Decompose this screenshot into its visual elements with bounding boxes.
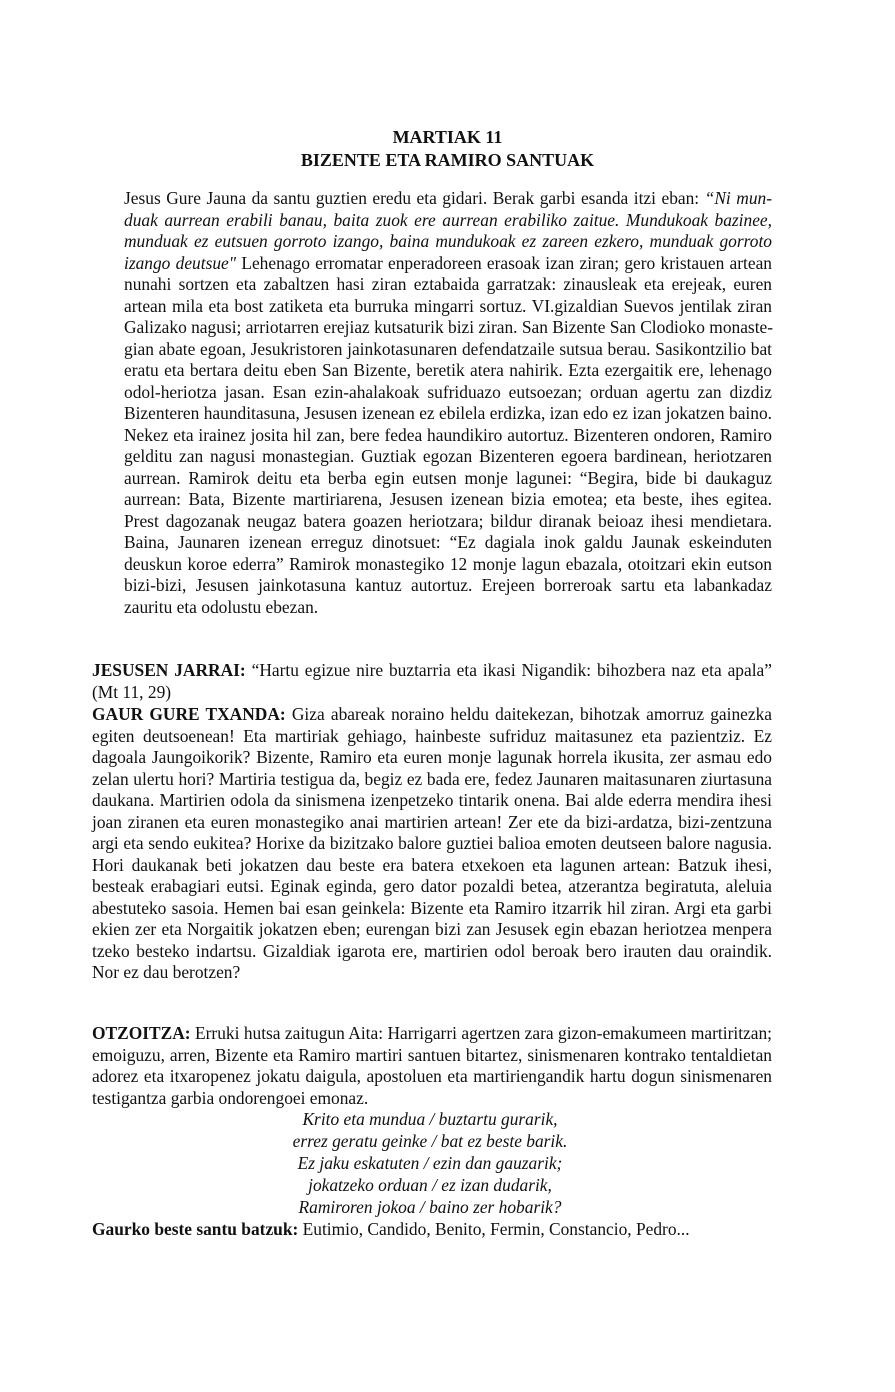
text-line: duak aurrean erabili banau, baita zuok ere aurrean erabiliko zaitue. Mundukoak bazinee, bbox=[124, 209, 772, 230]
text-line: Bizenteren haunditasuna, Jesusen izenean ez ebilela erdizka, izan edo ez izan jokatzen baino. bbox=[124, 403, 772, 423]
text-line: OTZOITZA: Erruki hutsa zaitugun Aita: Harrigarri agertzen zara gizon-emakumeen martiritzan; bbox=[92, 1023, 772, 1043]
poem-stanza bbox=[0, 1108, 860, 1218]
text-line: adorez eta itxaropenez jokatu daigula, apostoluen eta martiriengandik hartu dogun sinismenaren bbox=[92, 1066, 772, 1086]
text-line: GAUR GURE TXANDA: Giza abareak noraino heldu daitekezan, bihotzak amorruz gainezka bbox=[92, 704, 773, 724]
text-line: munduak ez eutsuen gorroto izango, baina mundukoak ez zareen ezkero, munduak gorroto bbox=[124, 231, 772, 251]
text-line: nunahi sortzen eta zabaltzen hasi ziran eztabaida garratzak: zinausleak eta erejeak, euren bbox=[124, 274, 772, 294]
text-line: Galizako nagusi; arriotarren erejiaz kutsaturik bizi ziran. San Bizente San Clodioko monaste- bbox=[124, 317, 774, 337]
poem-line: Krito eta mundua / buztartu gurarik, bbox=[302, 1109, 558, 1129]
text-line: Nekez eta irainez josita hil zan, bere fedea haundikiro autortuz. Bizenteren ondoren, Ramiro bbox=[124, 424, 772, 445]
text-line: eratu eta bertara deitu eben San Bizente, beretik atera nahirik. Ezta ezergaitik ere, lehenago bbox=[124, 360, 772, 380]
text-line: deuskun koroe ederra” Ramirok monastegiko 12 monje lagun ebazala, otoitzari ekin eutson bbox=[124, 553, 772, 574]
text-line: (Mt 11, 29) bbox=[92, 681, 172, 702]
text-line: Jesus Gure Jauna da santu guztien eredu eta gidari. Berak garbi esanda itzi eban: “Ni mun- bbox=[124, 188, 773, 208]
text-line: odol-heriotza jasan. Esan ezin-ahalakoak sufriduazo eutsoezan; orduan agertu zan dizdiz bbox=[124, 381, 772, 402]
text-line: tzeko besteko indartsu. Gizaldiak igarota ere, martirien odol beroak bero irauten dau oraindik. bbox=[92, 940, 772, 961]
gospel-quote: “Ni mun- bbox=[704, 188, 773, 208]
text-line: argi eta sendo eukitea? Horixe da bizitzako balore guztiei balioa emoten deutseen balore nagusia. bbox=[92, 833, 772, 853]
section-label: JESUSEN JARRAI: bbox=[92, 660, 246, 680]
text-line: Prest dagozanak neugaz batera goazen heriotzara; bildur diranak beioaz ihesi mendietara. bbox=[124, 510, 772, 531]
poem-line: jokatzeko orduan / ez izan dudarik, bbox=[308, 1175, 552, 1195]
text-line: ekien zer eta Norgaitik jokatzen eben; eurengan bizi zan Jesusek egin ebazan heriotzea menpera bbox=[92, 919, 772, 939]
text-line: Hori daukanak beti jokatzen dau beste era batera etxekoen eta lagunen artean: Batzuk ihesi, bbox=[92, 854, 772, 875]
text-line: JESUSEN JARRAI: “Hartu egizue nire buztarria eta ikasi Nigandik: bihozbera naz eta apala” bbox=[92, 660, 772, 680]
section-label: OTZOITZA: bbox=[92, 1023, 191, 1043]
other-saints-list: Eutimio, Candido, Benito, Fermin, Constancio, Pedro... bbox=[298, 1219, 690, 1239]
section-gaur-gure-txanda bbox=[92, 704, 772, 984]
text-line: gian abate egoan, Jesukristoren jainkotasunaren defendatzaile sutsua berau. Sasikontzilio bat bbox=[124, 338, 772, 359]
text-line: dagoala Jaungoikorik? Bizente, Ramiro eta euren monje lagunak horrela ikusita, zer asmau edo bbox=[92, 747, 772, 767]
text-line: joan ziranen eta euren monastegiko anai martirien artean! Zer ete da bizi-ardatza, bizi-zentzuna bbox=[92, 811, 772, 832]
text-line: artean mila eta bost zatiketa eta burruka mingarri sortuz. VI.gizaldian Suevos jentilak ziran bbox=[124, 295, 772, 316]
text-line: Nor ez dau berotzen? bbox=[92, 962, 241, 982]
other-saints-line bbox=[92, 1218, 812, 1240]
section-otzoitza bbox=[92, 1023, 772, 1109]
poem-line: Ez jaku eskatuten / ezin dan gauzarik; bbox=[297, 1153, 563, 1173]
text-line: izango deutsue" Lehenago erromatar enperadoreen erasoak izan ziran; gero kristauen artean bbox=[124, 252, 772, 273]
text-line: emoiguzu, arren, Bizente eta Ramiro martiri santuen bitartez, sinismenaren kontrako tentaldietan bbox=[92, 1044, 772, 1065]
text-line: abestuteko sasoia. Hemen bai esan geinkela: Bizente eta Ramiro itzarrik hil ziran. Argi eta garbi bbox=[92, 897, 772, 918]
text-line: aurrean. Ramirok deitu eta berba egin eutsen monje lagunei: “Begira, bide bi daukaguz bbox=[124, 467, 772, 488]
text-line: Baina, Jaunaren izenean erreguz dinotsuet: “Ez dagiala inok galdu Jaunak eskeinduten bbox=[124, 532, 772, 552]
text-line: gelditu zan nagusi monastegian. Guztiak egozan Bizenteren egoera bardinean, heriotzaren bbox=[124, 446, 772, 466]
section-label: GAUR GURE TXANDA: bbox=[92, 704, 286, 724]
intro-paragraph bbox=[124, 188, 772, 618]
text-line: zelan ulertu hori? Martiria testigua da, begiz ez bada ere, fedez Jaunaren maitasunaren ziurtasuna bbox=[92, 768, 772, 789]
other-saints-label: Gaurko beste santu batzuk: bbox=[92, 1219, 299, 1239]
poem-line: errez geratu geinke / bat ez beste barik. bbox=[292, 1131, 568, 1151]
section-jesusen-jarrai bbox=[92, 660, 772, 703]
text-line: besteak erabagiari eutsi. Eginak eginda, gero dator pozaldi betea, atzerantza begiratuta, aleluia bbox=[92, 876, 772, 896]
text-line: egiten deutsoenean! Eta martiriak gehiago, hainbeste sufriduz maitasunez eta pazientziz. Ez bbox=[92, 725, 772, 746]
text-line: bizi-bizi, Jesusen jainkotasuna kantuz autortuz. Erejeen borreroak sartu eta labankadaz bbox=[124, 575, 772, 595]
poem-line: Ramiroren jokoa / baino zer hobarik? bbox=[298, 1197, 562, 1217]
text-line: testigantza garbia ondorengoei emonaz. bbox=[92, 1087, 369, 1108]
text-line: aurrean: Bata, Bizente martiriarena, Jesusen izenean bizia emotea; eta beste, ihes egitea. bbox=[124, 489, 772, 509]
text-line: daukana. Martirien odola da sinismena izenpetzeko tintarik onena. Bai alde ederra mendira ihesi bbox=[92, 790, 772, 810]
page-title-saints: BIZENTE ETA RAMIRO SANTUAK bbox=[300, 150, 595, 170]
text-line: zauritu eta odolustu ebezan. bbox=[124, 596, 319, 617]
page-title-date: MARTIAK 11 bbox=[392, 127, 503, 147]
